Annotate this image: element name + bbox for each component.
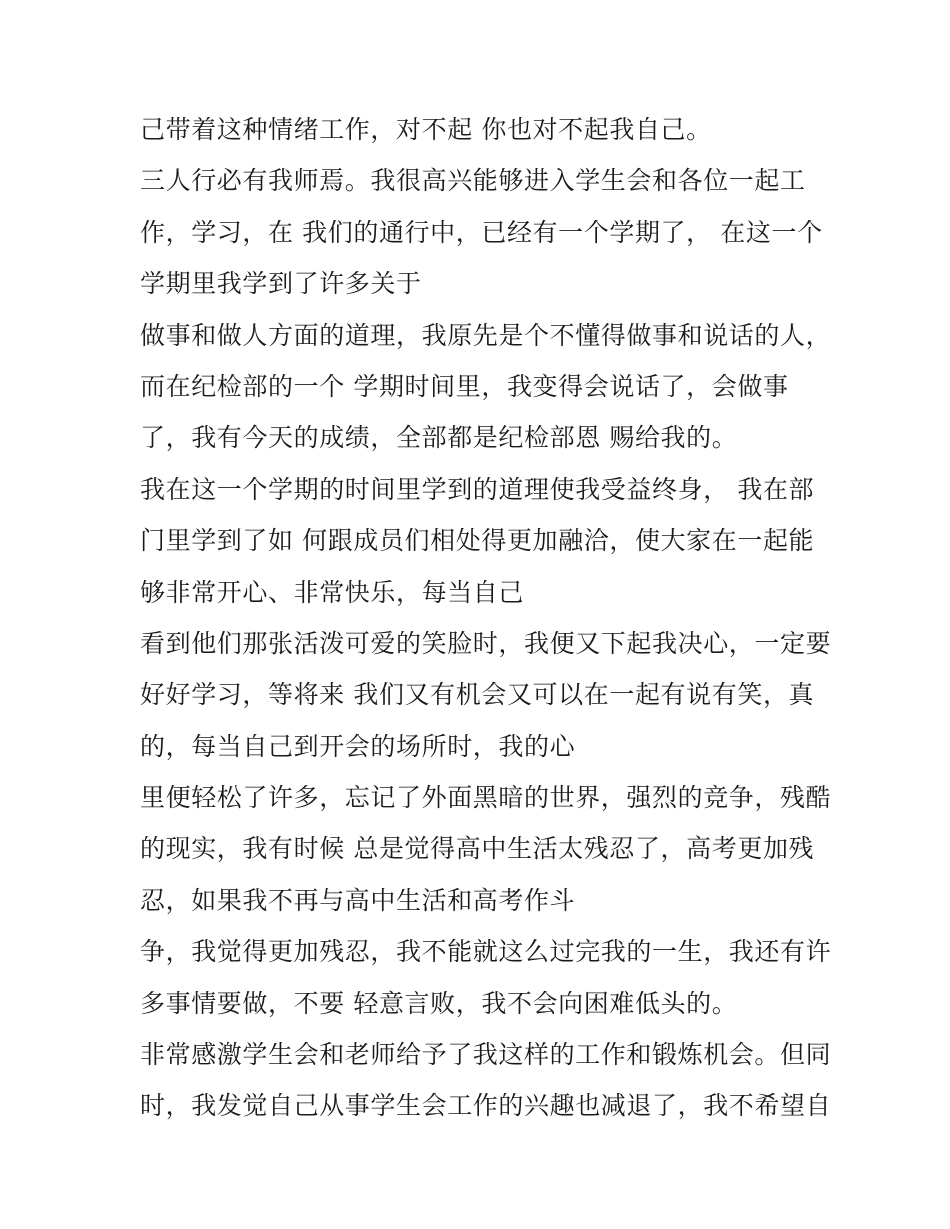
text-line: 里便轻松了许多，忘记了外面黑暗的世界，强烈的竞争，残酷 (140, 783, 832, 813)
text-line: 而在纪检部的一个 学期时间里，我变得会说话了，会做事 (140, 371, 789, 401)
text-line: 够非常开心、非常快乐，每当自己 (140, 577, 525, 607)
text-line: 忍，如果我不再与高中生活和高考作斗 (140, 885, 576, 915)
text-line: 争，我觉得更加残忍，我不能就这么过完我的一生，我还有许 (140, 937, 832, 967)
text-line: 做事和做人方面的道理，我原先是个不懂得做事和说话的人， (140, 320, 832, 350)
text-line: 作，学习，在 我们的通行中，已经有一个学期了， 在这一个 (140, 217, 823, 247)
text-line: 我在这一个学期的时间里学到的道理使我受益终身， 我在部 (140, 474, 815, 504)
text-line: 了，我有今天的成绩，全部都是纪检部恩 赐给我的。 (140, 423, 738, 453)
text-line: 的现实，我有时候 总是觉得高中生活太残忍了，高考更加残 (140, 834, 815, 864)
text-line: 多事情要做，不要 轻意言败，我不会向困难低头的。 (140, 988, 738, 1018)
text-line: 的，每当自己到开会的场所时，我的心 (140, 731, 576, 761)
text-line: 看到他们那张活泼可爱的笑脸时，我便又下起我决心，一定要 (140, 628, 832, 658)
text-line: 学期里我学到了许多关于 (140, 269, 422, 299)
text-line: 门里学到了如 何跟成员们相处得更加融洽，使大家在一起能 (140, 526, 815, 556)
text-line: 己带着这种情绪工作，对不起 你也对不起我自己。 (140, 115, 712, 144)
text-line: 三人行必有我师焉。我很高兴能够进入学生会和各位一起工 (140, 166, 806, 196)
text-line: 好好学习，等将来 我们又有机会又可以在一起有说有笑，真 (140, 680, 815, 710)
document-body (140, 104, 830, 1132)
text-line: 非常感激学生会和老师给予了我这样的工作和锻炼机会。但同 (140, 1040, 832, 1070)
text-line: 时，我发觉自己从事学生会工作的兴趣也减退了，我不希望自 (140, 1091, 832, 1121)
